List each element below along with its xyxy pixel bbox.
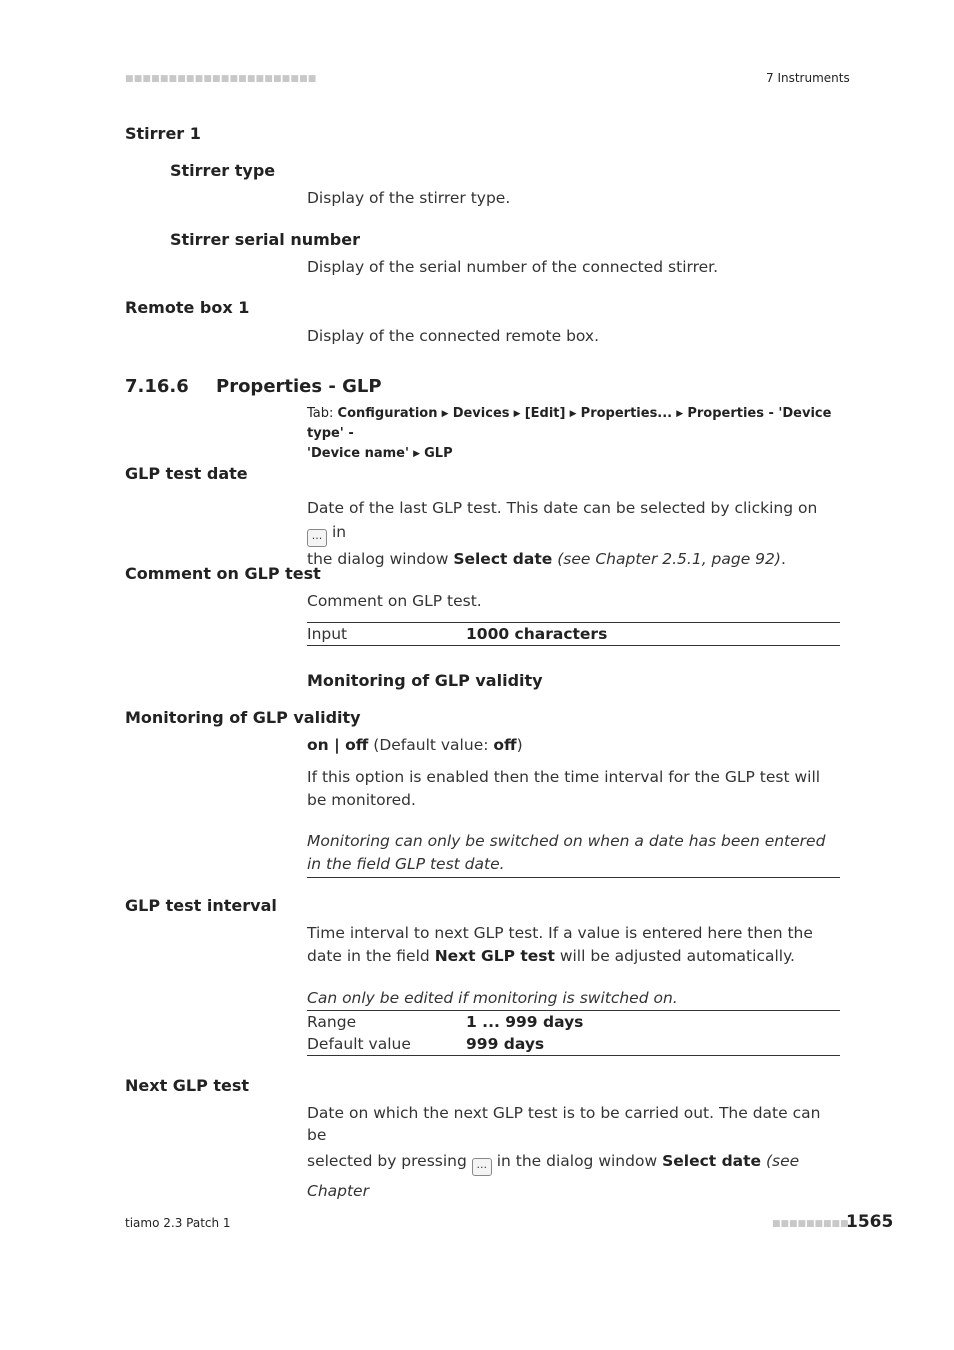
comment-heading: Comment on GLP test [125, 564, 321, 583]
stirrer-serial-desc: Display of the serial number of the connected stirrer. [307, 258, 719, 276]
section-number: 7.16.6 [125, 376, 189, 397]
monitoring-subheading: Monitoring of GLP validity [307, 671, 543, 690]
path-separator-icon: ▶ [413, 449, 420, 459]
remote-heading: Remote box 1 [125, 298, 250, 317]
footer-decoration: ■■■■■■■■■ [772, 1219, 849, 1229]
monitoring-options: on | off (Default value: off) [307, 736, 523, 754]
tab-prefix: Tab: [307, 406, 334, 421]
path-separator-icon: ▶ [569, 409, 577, 419]
path-device-name: 'Device name' [307, 446, 409, 461]
path-separator-icon: ▶ [441, 409, 449, 419]
next-test-heading: Next GLP test [125, 1076, 250, 1095]
monitoring-note: Monitoring can only be switched on when a date has been entered in the field GLP test date. [307, 830, 840, 878]
path-properties: Properties... [580, 406, 673, 421]
table-row: Default value 999 days [307, 1035, 545, 1053]
path-edit: [Edit] [524, 406, 566, 421]
stirrer-serial-label: Stirrer serial number [170, 230, 360, 249]
comment-input-table [307, 622, 840, 646]
header-decoration: ■■■■■■■■■■■■■■■■■■■■■■ [125, 74, 317, 84]
interval-table [307, 1010, 840, 1056]
interval-heading: GLP test interval [125, 896, 277, 915]
stirrer-type-label: Stirrer type [170, 161, 276, 180]
comment-desc: Comment on GLP test. [307, 592, 482, 610]
page-number: 1565 [846, 1212, 894, 1232]
table-row: Range 1 ... 999 days [307, 1013, 584, 1031]
ellipsis-button-icon: ... [472, 1158, 492, 1176]
remote-desc: Display of the connected remote box. [307, 327, 600, 345]
chapter-title: 7 Instruments [766, 71, 850, 85]
path-properties-device-type: Properties - 'Device type' - [307, 406, 832, 441]
interval-note: Can only be edited if monitoring is switched on. [307, 989, 678, 1007]
next-test-desc: Date on which the next GLP test is to be carried out. The date can be selected by pressing ... in the dialog window Select date (see Chapter [307, 1104, 821, 1200]
monitoring-desc: If this option is enabled then the time interval for the GLP test will be monitored. [307, 768, 821, 809]
glp-test-date-desc: Date of the last GLP test. This date can be selected by clicking on ... in the dialog window Select date (see Chapter 2.5.1, page 92). [307, 499, 818, 568]
stirrer-heading: Stirrer 1 [125, 124, 201, 143]
path-devices: Devices [452, 406, 510, 421]
stirrer-type-desc: Display of the stirrer type. [307, 189, 511, 207]
path-glp: GLP [424, 446, 453, 461]
path-separator-icon: ▶ [513, 409, 521, 419]
path-separator-icon: ▶ [676, 409, 684, 419]
tab-path [307, 404, 840, 464]
monitoring-heading: Monitoring of GLP validity [125, 708, 361, 727]
footer-product: tiamo 2.3 Patch 1 [125, 1216, 231, 1230]
ellipsis-button-icon: ... [307, 529, 327, 547]
glp-test-date-heading: GLP test date [125, 464, 248, 483]
section-title: Properties - GLP [216, 376, 382, 397]
path-configuration: Configuration [337, 406, 438, 421]
interval-desc: Time interval to next GLP test. If a value is entered here then the date in the field Next GLP test will be adjusted automatically. [307, 924, 813, 965]
table-row: Input 1000 characters [307, 625, 608, 643]
